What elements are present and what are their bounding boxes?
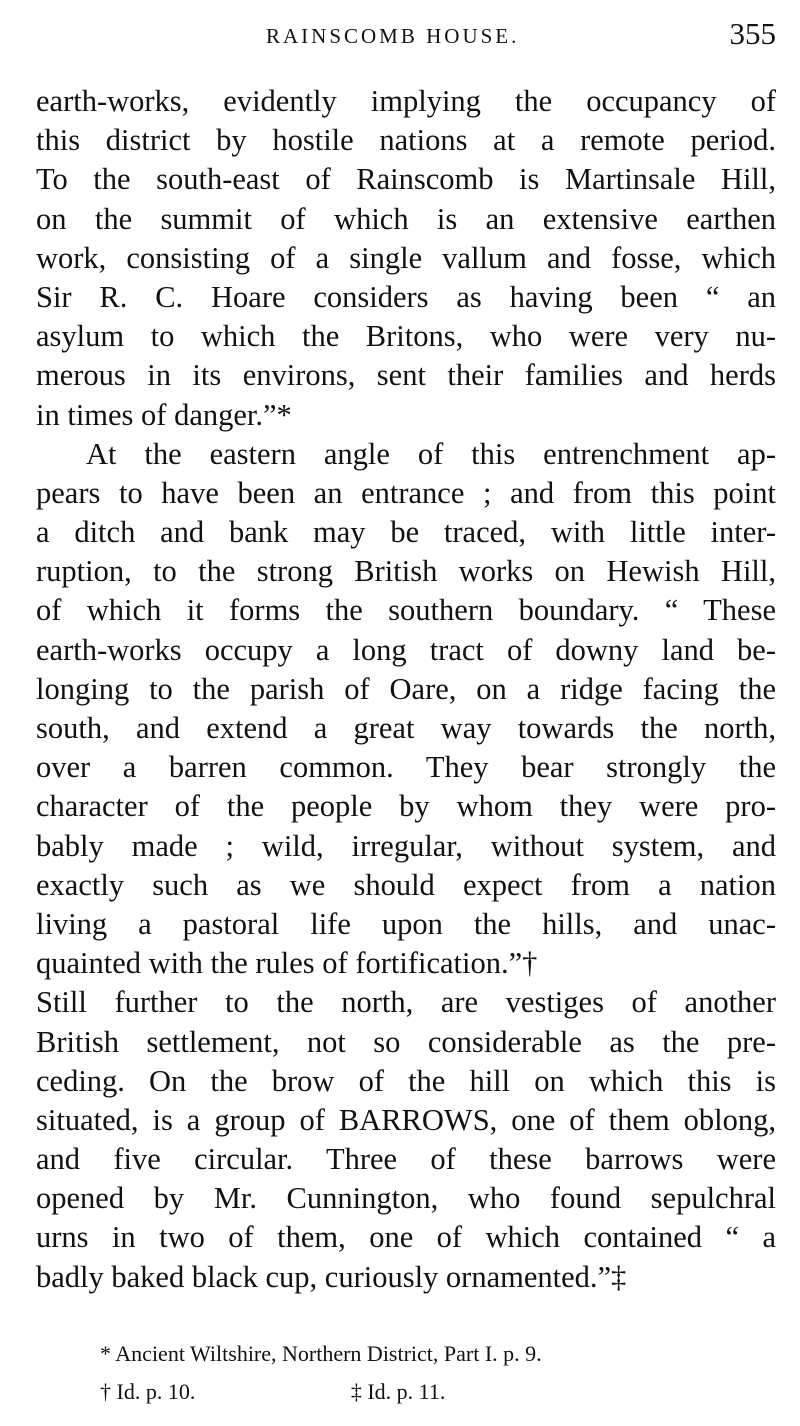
text-line: merous in its environs, sent their families and herds bbox=[36, 358, 776, 393]
footnote-row-2 bbox=[100, 1373, 740, 1411]
text-line: situated, is a group of BARROWS, one of them oblong, bbox=[36, 1102, 776, 1137]
text-line: opened by Mr. Cunnington, who found sepulchral bbox=[36, 1181, 776, 1216]
text-line: quainted with the rules of fortification.”† bbox=[36, 946, 538, 981]
text-line: ceding. On the brow of the hill on which this is bbox=[36, 1063, 776, 1098]
body-text bbox=[36, 82, 776, 1297]
text-line: ruption, to the strong British works on Hewish Hill, bbox=[36, 554, 776, 589]
text-line: character of the people by whom they were pro- bbox=[36, 789, 776, 824]
text-line: and five circular. Three of these barrows were bbox=[36, 1142, 776, 1177]
text-line: a ditch and bank may be traced, with little inter- bbox=[36, 515, 776, 550]
paragraph-start-line: At the eastern angle of this entrenchment ap- bbox=[86, 436, 776, 471]
text-line: longing to the parish of Oare, on a ridge facing the bbox=[36, 671, 776, 706]
text-line: badly baked black cup, curiously ornamented.”‡ bbox=[36, 1259, 627, 1294]
text-line: on the summit of which is an extensive earthen bbox=[36, 201, 776, 236]
running-head: RAINSCOMB HOUSE. bbox=[266, 24, 520, 48]
text-line: asylum to which the Britons, who were very nu- bbox=[36, 319, 776, 354]
page-number: 355 bbox=[729, 16, 776, 51]
footnote-3: ‡ Id. p. 11. bbox=[350, 1379, 446, 1404]
text-line: in times of danger.”* bbox=[36, 397, 292, 432]
footnote-1: * Ancient Wiltshire, Northern District, Part I. p. 9. bbox=[100, 1341, 542, 1366]
text-line: To the south-east of Rainscomb is Martinsale Hill, bbox=[36, 162, 776, 197]
page-header bbox=[36, 16, 776, 62]
text-line: over a barren common. They bear strongly the bbox=[36, 750, 776, 785]
text-line: work, consisting of a single vallum and fosse, which bbox=[36, 240, 776, 275]
text-line: earth-works, evidently implying the occupancy of bbox=[36, 84, 776, 118]
text-line: urns in two of them, one of which contained “ a bbox=[36, 1220, 776, 1255]
text-line: south, and extend a great way towards the north, bbox=[36, 711, 776, 745]
paragraph-start-line: Still further to the north, are vestiges of another bbox=[36, 985, 776, 1020]
text-line: Sir R. C. Hoare considers as having been “ an bbox=[36, 279, 776, 314]
text-line: bably made ; wild, irregular, without system, and bbox=[36, 828, 776, 863]
text-line: of which it forms the southern boundary. “ These bbox=[36, 593, 776, 628]
text-line: pears to have been an entrance ; and from this point bbox=[36, 475, 776, 510]
text-line: exactly such as we should expect from a nation bbox=[36, 867, 776, 902]
text-line: earth-works occupy a long tract of downy land be- bbox=[36, 632, 776, 667]
text-line: British settlement, not so considerable as the pre- bbox=[36, 1024, 776, 1059]
text-line: living a pastoral life upon the hills, and unac- bbox=[36, 906, 776, 941]
footnote-2: † Id. p. 10. bbox=[100, 1379, 196, 1404]
footnotes bbox=[100, 1335, 740, 1411]
text-line: this district by hostile nations at a remote period. bbox=[36, 123, 776, 158]
